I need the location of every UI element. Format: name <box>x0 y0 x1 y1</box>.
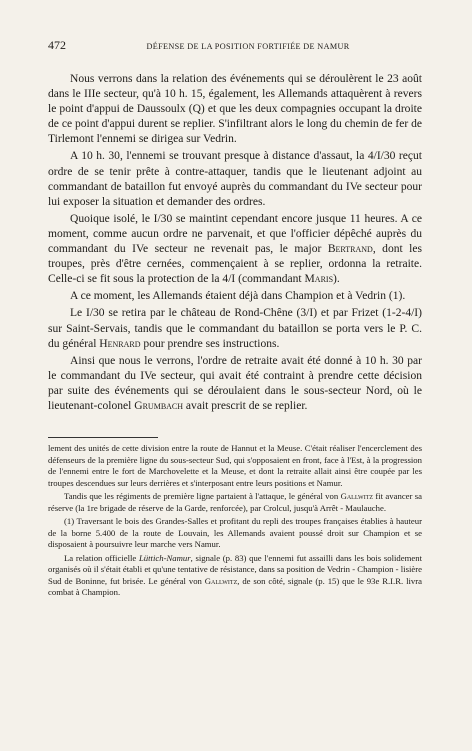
paragraph-text: A ce moment, les Allemands étaient déjà dans Champion et à Vedrin (1). <box>70 290 406 303</box>
page-header <box>48 38 424 53</box>
person-name: Grumbach <box>134 399 184 412</box>
footnote <box>48 443 422 489</box>
person-name: Bertrand <box>327 243 373 256</box>
footnote-text: fit avancer sa réserve (la 1re brigade de réserve de la Garde, renforcée), par Crolcul, jusqu'à Arrêt - Maulauche. <box>48 491 422 513</box>
paragraph-text: , dont les troupes, près d'être cernées, commençaient à se replier, ordonna la retraite. Celle-ci se fit sous la protection de la 4/I (commandant <box>48 243 423 286</box>
footnote-text: , signale (p. 83) que l'ennemi fut assailli dans les bois solidement organisés où il s'était établi et qu'une tentative de résistance, dans sa position de Vedrin - Champion - lisière Sud de Boninne, fut brisée. Le général von <box>48 552 422 586</box>
footnote <box>48 491 422 514</box>
footnote-text: Tandis que les régiments de première ligne partaient à l'attaque, le général von <box>64 491 341 501</box>
person-name: Henrard <box>99 337 141 350</box>
paragraph <box>48 72 422 147</box>
footnote-text: La relation officielle <box>64 552 139 563</box>
paragraph <box>48 354 422 414</box>
footnotes <box>48 443 422 601</box>
footnote-divider <box>48 437 158 438</box>
running-head: DÉFENSE DE LA POSITION FORTIFIÉE DE NAMUR <box>146 42 350 51</box>
paragraph-text: pour prendre ses instructions. <box>140 337 280 350</box>
main-text <box>48 72 422 416</box>
footnote <box>48 516 422 551</box>
page-number: 472 <box>48 38 66 52</box>
paragraph-text: Quoique isolé, le I/30 se maintint cependant encore jusque 11 heures. A ce moment, comme aucun ordre ne parvenait, et que l'officier dépêché auprès du commandant du IVe secteur ne revenait pas, le major <box>48 212 422 256</box>
person-name: Gallwitz <box>204 575 238 586</box>
paragraph <box>48 212 422 287</box>
paragraph-text: Ainsi que nous le verrons, l'ordre de retraite avait été donné à 10 h. 30 par le commandant du IVe secteur, qui avait été contraint à prendre cette décision par suite des événements qui se déroulaient dans le sous-secteur Nord, où le lieutenant-colonel <box>48 354 422 412</box>
paragraph-text: avait prescrit de se replier. <box>183 399 308 412</box>
paragraph <box>48 289 422 304</box>
paragraph-text: Nous verrons dans la relation des événements qui se déroulèrent le 23 août dans le IIIe secteur, qu'à 10 h. 15, également, les Allemands attaquèrent à revers le point d'appui de Daussoulx (Q) et que les deux compagnies occupant la droite de ce point d'appui durent se replier. S'infiltrant alors le long du chemin de fer de Tirlemont l'ennemi se dirigea sur Vedrin. <box>48 73 422 146</box>
publication-title: Lüttich-Namur <box>138 552 191 563</box>
footnote-text: lement des unités de cette division entre la route de Hannut et la Meuse. C'était réaliser l'encerclement des défenseurs de la première ligne du sous-secteur Sud, qui s'opposaient en front, face à l'Est, à la progression de l'ennemi entre le fort de Marchovelette et la Meuse, et dont la retraite allait ainsi être coupée par les troupes descendues sur leurs derrières et s'interposant entre leurs positions et Namur. <box>48 443 422 488</box>
person-name: Gallwitz <box>340 491 374 501</box>
paragraph <box>48 149 422 209</box>
paragraph-text: Le I/30 se retira par le château de Rond-Chêne (3/I) et par Frizet (1-2-4/I) sur Saint-Servais, tandis que le commandant du bataillon se porta vers le P. C. du général <box>48 307 422 350</box>
footnote-text: , de son côté, signale (p. 15) que le 93e R.I.R. livra combat à Champion. <box>48 575 423 597</box>
footnote-text: (1) Traversant le bois des Grandes-Salles et profitant du repli des troupes françaises établies à hauteur de la borne 5.400 de la route de Louvain, les Allemands avaient poussé droit sur Champion et se disposaient à poursuivre leur marche vers Namur. <box>48 516 422 549</box>
paragraph <box>48 306 422 351</box>
footnote <box>48 553 422 599</box>
person-name: Maris <box>304 273 334 286</box>
paragraph-text: ). <box>333 273 340 286</box>
paragraph-text: A 10 h. 30, l'ennemi se trouvant presque à distance d'assaut, la 4/I/30 reçut ordre de se tenir prête à contre-attaquer, tandis que le lieutenant adjoint au commandant de bataillon fut envoyé auprès du commandant du IVe secteur pour lui exposer la situation et demander des ordres. <box>48 150 422 208</box>
